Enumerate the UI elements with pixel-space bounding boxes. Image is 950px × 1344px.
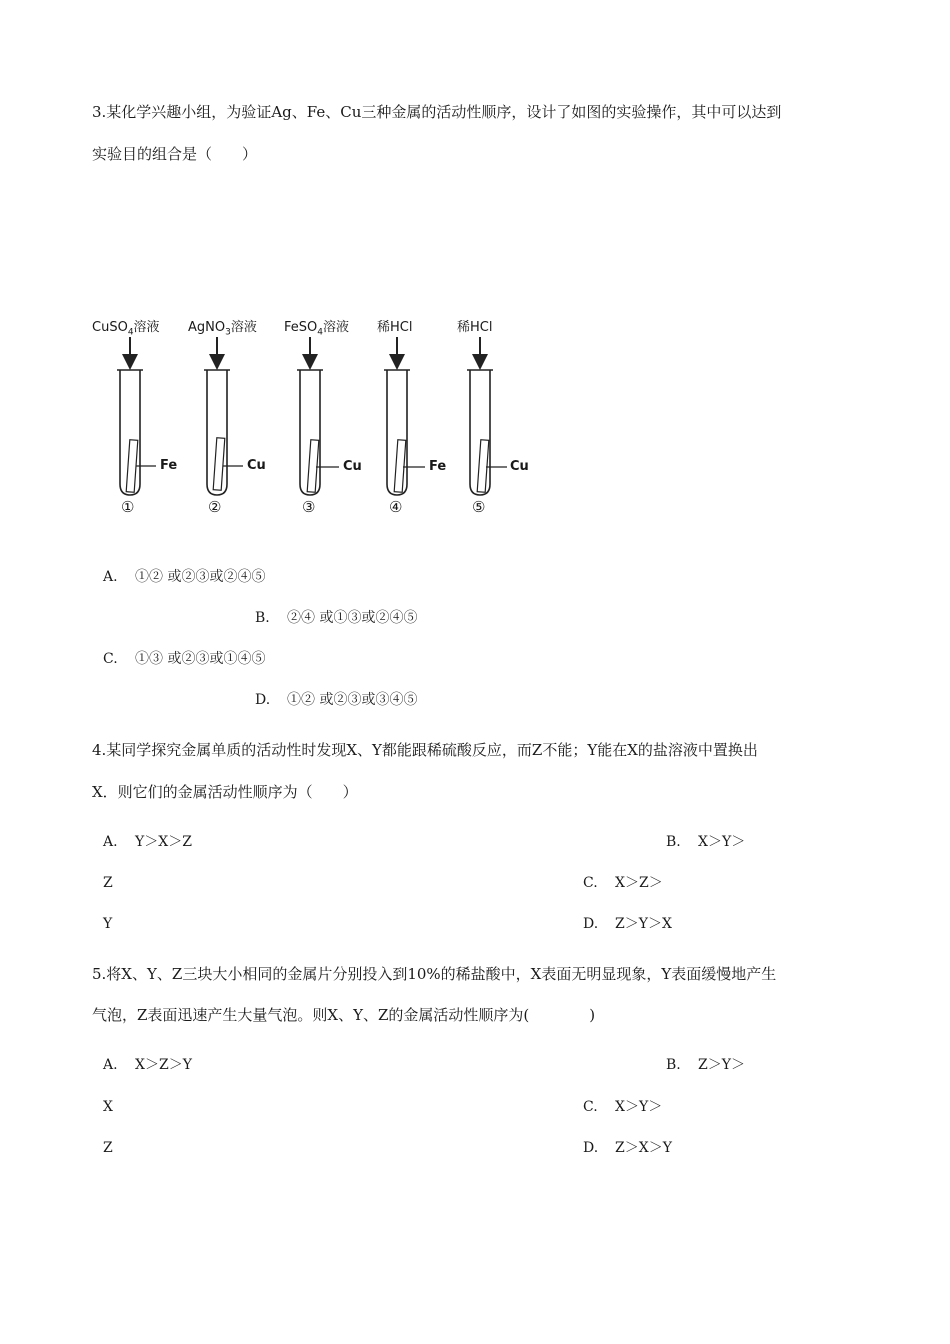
q5-stem-line1: 5.将X、Y、Z三块大小相同的金属片分别投入到10%的稀盐酸中，X表面无明显现象，Y表面缓慢地产生 xyxy=(92,965,777,983)
q4-option-c[interactable]: C. X＞Z＞ xyxy=(583,875,663,891)
q5-option-a[interactable]: A. X＞Z＞Y xyxy=(103,1057,192,1073)
tube-3-number: ③ xyxy=(302,498,316,516)
tube-4-number: ④ xyxy=(389,498,403,516)
q4-option-c-wrap: Y xyxy=(103,916,113,932)
tube-5-metal: Cu xyxy=(510,459,529,474)
tube-3-reagent: FeSO$_4$溶液 xyxy=(284,320,349,338)
q5-option-b[interactable]: B. Z＞Y＞ xyxy=(666,1057,745,1073)
tube-1-reagent: CuSO$_4$溶液 xyxy=(92,320,160,338)
q5-option-c[interactable]: C. X＞Y＞ xyxy=(583,1099,663,1115)
q5-stem-line2: 气泡，Z表面迅速产生大量气泡。则X、Y、Z的金属活动性顺序为( ) xyxy=(92,1006,596,1024)
q4-option-d[interactable]: D. Z＞Y＞X xyxy=(583,916,672,932)
tube-5-number: ⑤ xyxy=(472,498,486,516)
tube-5-reagent: 稀HCl xyxy=(457,320,493,335)
q3-stem-line1: 3.某化学兴趣小组，为验证Ag、Fe、Cu三种金属的活动性顺序，设计了如图的实验操作，其中可以达到 xyxy=(92,103,782,121)
test-tube-1 xyxy=(117,337,156,495)
q3-stem-line2: 实验目的组合是（ ） xyxy=(92,145,258,163)
q5-option-b-wrap: X xyxy=(103,1099,113,1115)
q5-option-c-wrap: Z xyxy=(103,1140,113,1156)
tube-3-metal: Cu xyxy=(343,459,362,474)
test-tube-figure xyxy=(0,0,950,540)
test-tube-3 xyxy=(297,337,339,495)
test-tube-2 xyxy=(204,337,243,495)
tube-1-metal: Fe xyxy=(160,458,178,473)
tube-2-metal: Cu xyxy=(247,458,266,473)
q3-option-b[interactable]: B. ②④ 或①③或②④⑤ xyxy=(255,610,418,626)
q4-option-b[interactable]: B. X＞Y＞ xyxy=(666,834,746,850)
tube-1-number: ① xyxy=(121,498,135,516)
q4-option-b-wrap: Z xyxy=(103,875,113,891)
q4-stem-line2: X．则它们的金属活动性顺序为（ ） xyxy=(92,783,358,801)
tube-4-reagent: 稀HCl xyxy=(377,320,413,335)
q3-option-d[interactable]: D. ①② 或②③或③④⑤ xyxy=(255,692,418,708)
tube-2-number: ② xyxy=(208,498,222,516)
q5-option-d[interactable]: D. Z＞X＞Y xyxy=(583,1140,672,1156)
q3-option-c[interactable]: C. ①③ 或②③或①④⑤ xyxy=(103,651,266,667)
test-tube-4 xyxy=(384,337,425,495)
tube-2-reagent: AgNO$_3$溶液 xyxy=(188,320,257,338)
q3-option-a[interactable]: A. ①② 或②③或②④⑤ xyxy=(103,569,266,585)
test-tube-5 xyxy=(467,337,507,495)
q4-option-a[interactable]: A. Y＞X＞Z xyxy=(103,834,192,850)
tube-4-metal: Fe xyxy=(429,459,447,474)
q4-stem-line1: 4.某同学探究金属单质的活动性时发现X、Y都能跟稀硫酸反应，而Z不能；Y能在X的盐溶液中置换出 xyxy=(92,741,758,759)
